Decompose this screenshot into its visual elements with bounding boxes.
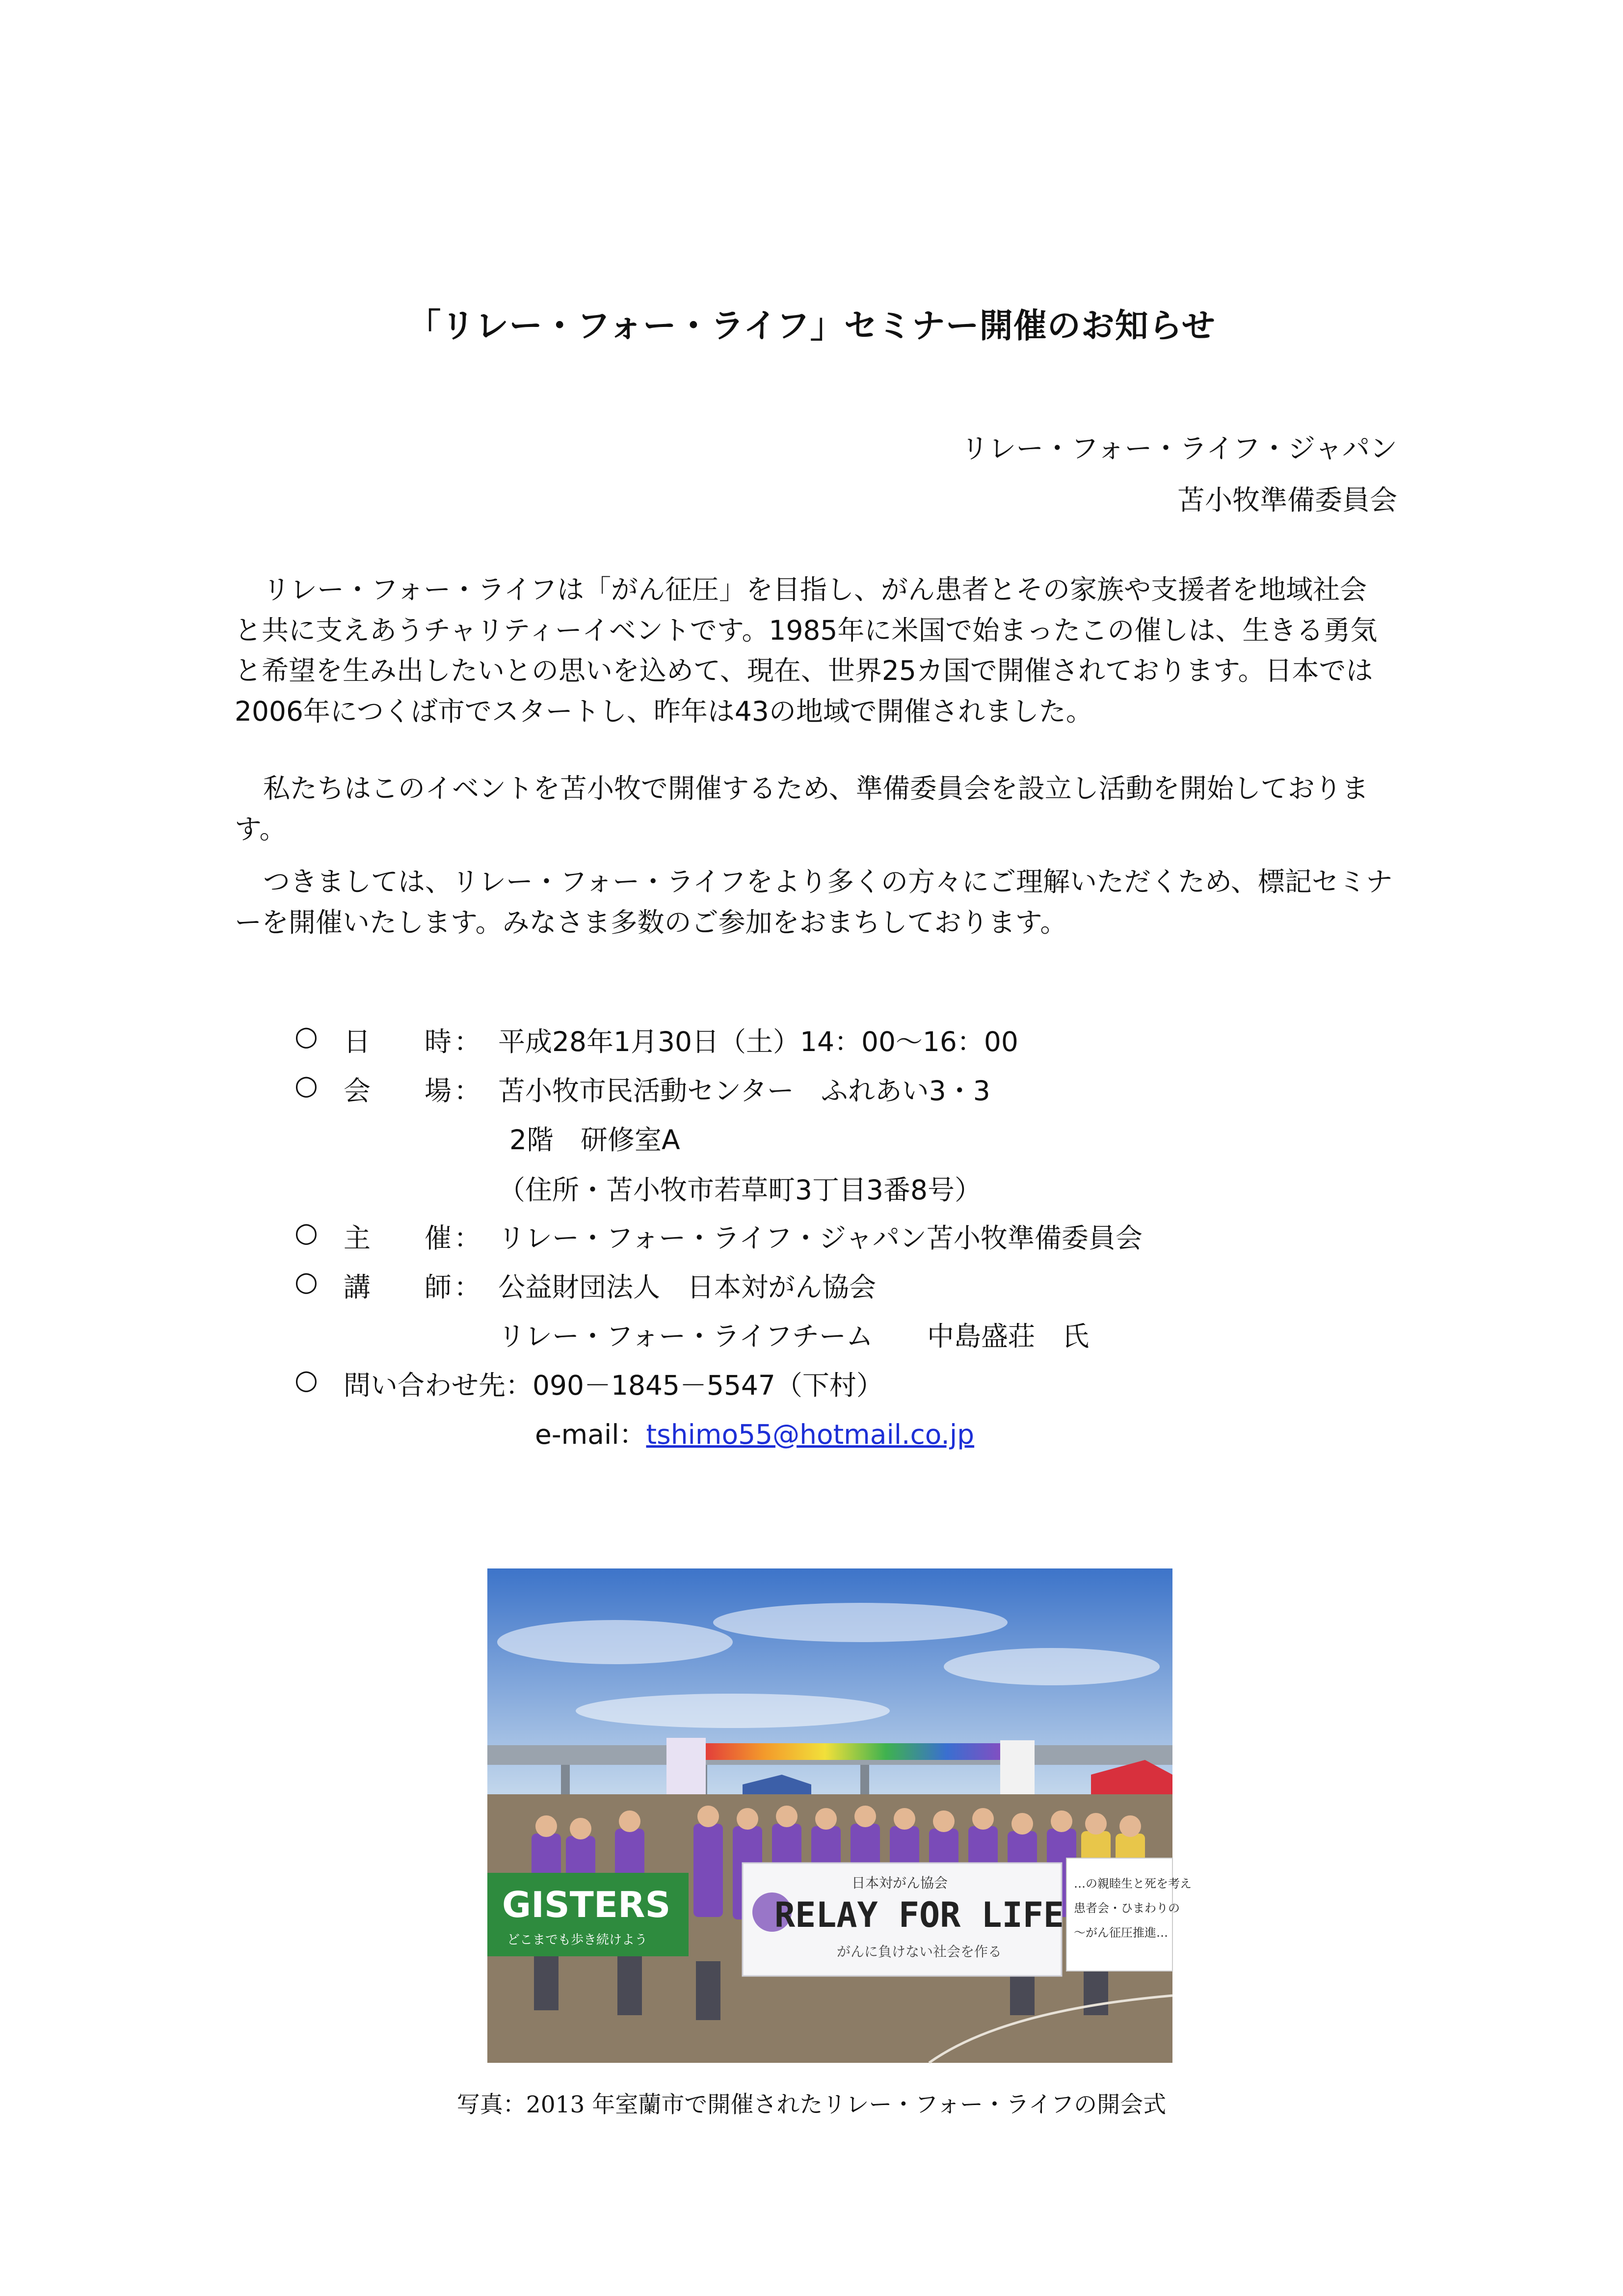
- bullet-date: ○: [294, 1020, 318, 1052]
- bullet-lecturer: ○: [294, 1266, 318, 1297]
- email-label: e-mail：: [535, 1419, 646, 1450]
- host-separator: ：: [454, 1222, 481, 1254]
- venue-separator: ：: [454, 1075, 481, 1107]
- organizer-committee: 苫小牧準備委員会: [1177, 485, 1397, 516]
- host-label: 主 催: [344, 1222, 452, 1254]
- bullet-contact: ○: [294, 1364, 318, 1395]
- venue-value: 苫小牧市民活動センター ふれあい3・3: [498, 1075, 990, 1107]
- banner-center-subtext: がんに負けない社会を作る: [836, 1944, 1002, 1960]
- banner-center-org: 日本対がん協会: [851, 1875, 948, 1891]
- event-photo: [487, 1568, 1192, 2063]
- invitation-paragraph: つきましては、リレー・フォー・ライフをより多くの方々にご理解いただくため、標記セミナーを開催いたします。みなさま多数のご参加をおまちしております。: [235, 866, 1393, 938]
- lecturer-name: リレー・フォー・ライフチーム 中島盛荘 氏: [498, 1321, 1089, 1352]
- host-value: リレー・フォー・ライフ・ジャパン苫小牧準備委員会: [498, 1222, 1143, 1254]
- banner-right-line2: 患者会・ひまわりの: [1074, 1901, 1180, 1915]
- purpose-paragraph: 私たちはこのイベントを苫小牧で開催するため、準備委員会を設立し活動を開始しております。: [235, 773, 1369, 845]
- email-link[interactable]: tshimo55@hotmail.co.jp: [646, 1419, 975, 1450]
- date-label: 日 時: [344, 1026, 452, 1057]
- venue-address: （住所・苫小牧市若草町3丁目3番8号）: [498, 1174, 982, 1206]
- contact-email-row: [535, 1413, 974, 1452]
- intro-paragraph: リレー・フォー・ライフは「がん征圧」を目指し、がん患者とその家族や支援者を地域社会と共に支えあうチャリティーイベントです。1985年に米国で始まったこの催しは、生きる勇気と希望を生み出したいとの思いを込めて、現在、世界25カ国で開催されております。日本では2006年につくば市でスタートし、昨年は43の地域で開催されました。: [235, 574, 1378, 727]
- contact-phone: 問い合わせ先：090－1845－5547（下村）: [344, 1370, 883, 1401]
- event-photo-illustration: [487, 1568, 1192, 2063]
- photo-caption: 写真：2013 年室蘭市で開催されたリレー・フォー・ライフの開会式: [456, 2091, 1167, 2118]
- organizer-name: リレー・フォー・ライフ・ジャパン: [961, 433, 1397, 465]
- date-separator: ：: [454, 1026, 481, 1057]
- banner-right-line3: ～がん征圧推進…: [1074, 1926, 1168, 1940]
- banner-right-line1: …の親睦生と死を考え: [1074, 1877, 1192, 1891]
- date-value: 平成28年1月30日（土）14：00～16：00: [498, 1026, 1018, 1057]
- lecturer-separator: ：: [454, 1271, 481, 1303]
- banner-right: [1066, 1858, 1192, 1971]
- banner-left-subtext: どこまでも歩き続けよう: [507, 1933, 648, 1947]
- venue-label: 会 場: [344, 1075, 452, 1107]
- bullet-host: ○: [294, 1216, 318, 1248]
- banner-left: [487, 1873, 689, 1956]
- bullet-venue: ○: [294, 1069, 318, 1101]
- lecturer-label: 講 師: [344, 1271, 452, 1303]
- banner-center-text: RELAY FOR LIFE: [774, 1895, 1064, 1935]
- rainbow-banner: [703, 1743, 1008, 1760]
- lecturer-org: 公益財団法人 日本対がん協会: [498, 1271, 877, 1303]
- venue-room: 2階 研修室A: [509, 1124, 680, 1156]
- banner-center: [743, 1863, 1064, 1976]
- banner-left-text: GISTERS: [502, 1884, 671, 1925]
- page-title: 「リレー・フォー・ライフ」セミナー開催のお知らせ: [407, 307, 1216, 346]
